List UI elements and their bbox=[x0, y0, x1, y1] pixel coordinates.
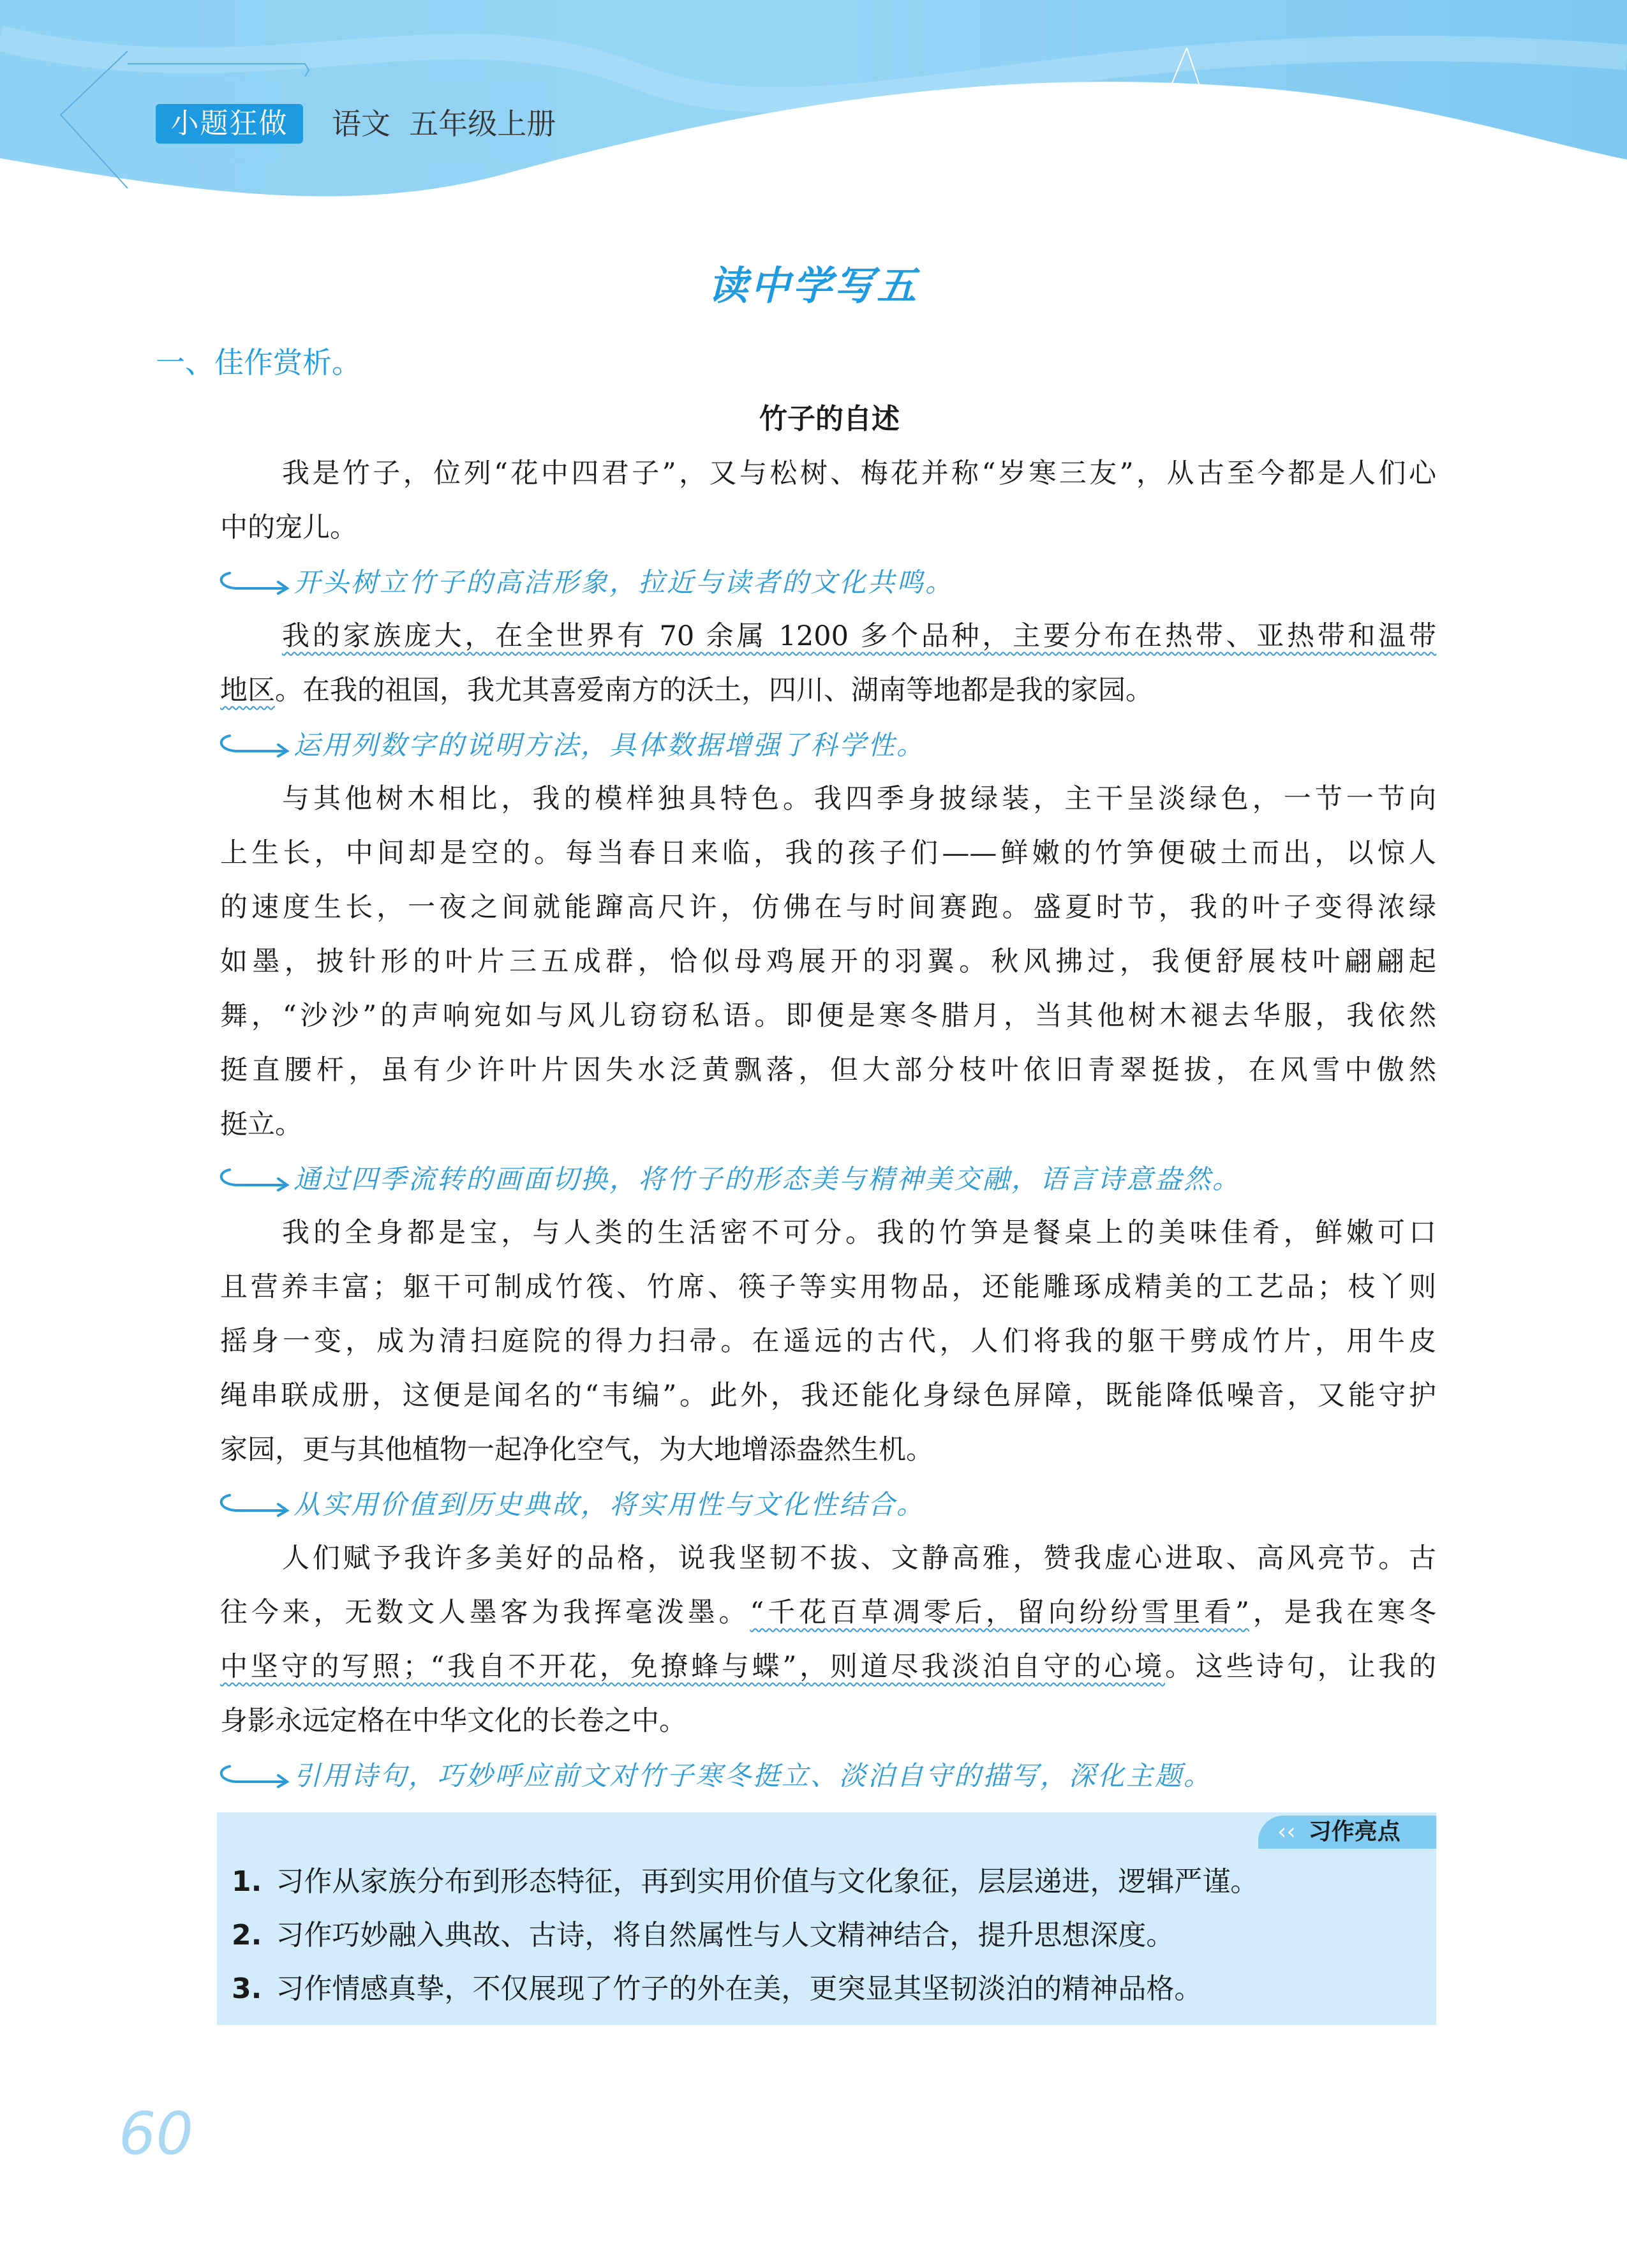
paragraph-line bbox=[220, 935, 1436, 989]
paragraph-line bbox=[220, 1206, 1436, 1260]
annotation bbox=[220, 718, 1436, 772]
text-segment: 如墨，披针形的叶片三五成群，恰似母鸡展开的羽翼。秋风拂过，我便舒展枝叶翩翩起 bbox=[220, 946, 1436, 978]
highlight-text: 习作巧妙融入典故、古诗，将自然属性与人文精神结合，提升思想深度。 bbox=[276, 1919, 1175, 1951]
text-segment: 人们赋予我许多美好的品格，说我坚韧不拔、文静高雅，赞我虚心进取、高风亮节。古 bbox=[282, 1542, 1436, 1574]
paragraph-line bbox=[220, 1260, 1436, 1315]
page-number: 60 bbox=[119, 2100, 194, 2168]
curved-arrow-icon bbox=[217, 1763, 293, 1788]
paragraph-line bbox=[220, 1586, 1436, 1640]
underlined-text: “千花百草凋零后，留向纷纷雪里看” bbox=[750, 1597, 1249, 1629]
text-segment: 绳串联成册，这便是闻名的“韦编”。此外，我还能化身绿色屏障，既能降低噪音，又能守护 bbox=[220, 1380, 1436, 1412]
highlights-tag-label: 习作亮点 bbox=[1308, 1819, 1400, 1845]
paragraph-line bbox=[220, 1532, 1436, 1586]
text-segment: 家园，更与其他植物一起净化空气，为大地增添盎然生机。 bbox=[220, 1434, 933, 1466]
paragraph-line bbox=[220, 1640, 1436, 1694]
paragraph-line bbox=[220, 989, 1436, 1043]
paragraph-line bbox=[220, 1694, 1436, 1749]
annotation-text: 通过四季流转的画面切换，将竹子的形态美与精神美交融，语言诗意盎然。 bbox=[293, 1163, 1242, 1195]
paragraph-line bbox=[220, 447, 1436, 501]
highlights-tag bbox=[1258, 1816, 1436, 1849]
highlight-item bbox=[232, 1966, 1202, 2006]
annotation-text: 开头树立竹子的高洁形象，拉近与读者的文化共鸣。 bbox=[293, 567, 955, 598]
annotation-text: 引用诗句，巧妙呼应前文对竹子寒冬挺立、淡泊自守的描写，深化主题。 bbox=[293, 1760, 1213, 1791]
paragraph-line bbox=[220, 881, 1436, 935]
text-segment: 挺立。 bbox=[220, 1108, 302, 1140]
highlights-box bbox=[217, 1812, 1436, 2025]
annotation-text: 从实用价值到历史典故，将实用性与文化性结合。 bbox=[293, 1489, 926, 1520]
text-segment: 往今来，无数文人墨客为我挥毫泼墨。 bbox=[220, 1597, 750, 1629]
paragraph-line bbox=[220, 664, 1436, 718]
text-segment: 与其他树木相比，我的模样独具特色。我四季身披绿装，主干呈淡绿色，一节一节向 bbox=[282, 783, 1436, 815]
essay-title: 竹子的自述 bbox=[759, 403, 900, 435]
annotation bbox=[220, 1749, 1436, 1803]
paragraph-line bbox=[220, 1315, 1436, 1369]
underlined-text: 我的家族庞大，在全世界有 70 余属 1200 多个品种，主要分布在热带、亚热带和温带 bbox=[282, 620, 1436, 652]
text-segment: 舞，“沙沙”的声响宛如与风儿窃窃私语。即便是寒冬腊月，当其他树木褪去华服，我依然 bbox=[220, 1000, 1436, 1032]
text-segment: 。在我的祖国，我尤其喜爱南方的沃土，四川、湖南等地都是我的家园。 bbox=[275, 675, 1153, 706]
text-segment: 身影永远定格在中华文化的长卷之中。 bbox=[220, 1705, 687, 1737]
highlight-number: 1. bbox=[232, 1865, 262, 1898]
text-segment: 我的全身都是宝，与人类的生活密不可分。我的竹笋是餐桌上的美味佳肴，鲜嫩可口 bbox=[282, 1217, 1436, 1249]
highlight-text: 习作从家族分布到形态特征，再到实用价值与文化象征，层层递进，逻辑严谨。 bbox=[276, 1865, 1259, 1898]
essay-body bbox=[220, 447, 1436, 1803]
book-subtitle: 语文 五年级上册 bbox=[332, 107, 556, 141]
text-segment: ，是我在寒冬 bbox=[1249, 1597, 1437, 1629]
paragraph-line bbox=[220, 1043, 1436, 1098]
text-segment: 摇身一变，成为清扫庭院的得力扫帚。在遥远的古代，人们将我的躯干劈成竹片，用牛皮 bbox=[220, 1325, 1436, 1357]
text-segment: 的速度生长，一夜之间就能蹿高尺许，仿佛在与时间赛跑。盛夏时节，我的叶子变得浓绿 bbox=[220, 892, 1436, 923]
text-segment: 我是竹子，位列“花中四君子”，又与松树、梅花并称“岁寒三友”，从古至今都是人们心 bbox=[282, 458, 1436, 489]
text-segment: 。这些诗句，让我的 bbox=[1165, 1651, 1437, 1683]
section-heading: 一、佳作赏析。 bbox=[156, 345, 361, 380]
header-wave-background bbox=[0, 0, 1627, 204]
paragraph-line bbox=[220, 1423, 1436, 1477]
paragraph-line bbox=[220, 772, 1436, 826]
annotation bbox=[220, 555, 1436, 609]
curved-arrow-icon bbox=[217, 732, 293, 757]
annotation bbox=[220, 1477, 1436, 1532]
curved-arrow-icon bbox=[217, 1166, 293, 1191]
paragraph-line bbox=[220, 501, 1436, 555]
text-segment: 中的宠儿。 bbox=[220, 512, 357, 544]
annotation-text: 运用列数字的说明方法，具体数据增强了科学性。 bbox=[293, 729, 926, 761]
page-title: 读中学写五 bbox=[708, 262, 919, 309]
highlight-item bbox=[232, 1858, 1258, 1899]
curved-arrow-icon bbox=[217, 569, 293, 595]
double-chevron-left-icon: ‹‹ bbox=[1277, 1819, 1296, 1845]
highlight-text: 习作情感真挚，不仅展现了竹子的外在美，更突显其坚韧淡泊的精神品格。 bbox=[276, 1973, 1203, 2005]
underlined-text: 中坚守的写照；“我自不开花，免撩蜂与蝶”，则道尽我淡泊自守的心境 bbox=[220, 1651, 1166, 1683]
curved-arrow-icon bbox=[217, 1491, 293, 1517]
paragraph-line bbox=[220, 1098, 1436, 1152]
series-badge: 小题狂做 bbox=[156, 104, 303, 144]
underlined-text: 地区 bbox=[220, 675, 275, 706]
paragraph-line bbox=[220, 826, 1436, 881]
highlight-number: 3. bbox=[232, 1973, 262, 2005]
paragraph-line bbox=[220, 1369, 1436, 1423]
text-segment: 挺直腰杆，虽有少许叶片因失水泛黄飘落，但大部分枝叶依旧青翠挺拔，在风雪中傲然 bbox=[220, 1054, 1436, 1086]
text-segment: 上生长，中间却是空的。每当春日来临，我的孩子们——鲜嫩的竹笋便破土而出，以惊人 bbox=[220, 837, 1436, 869]
paragraph-line bbox=[220, 609, 1436, 664]
annotation bbox=[220, 1152, 1436, 1206]
highlight-number: 2. bbox=[232, 1919, 262, 1951]
highlight-item bbox=[232, 1912, 1174, 1953]
text-segment: 且营养丰富；躯干可制成竹筏、竹席、筷子等实用物品，还能雕琢成精美的工艺品；枝丫则 bbox=[220, 1271, 1436, 1303]
